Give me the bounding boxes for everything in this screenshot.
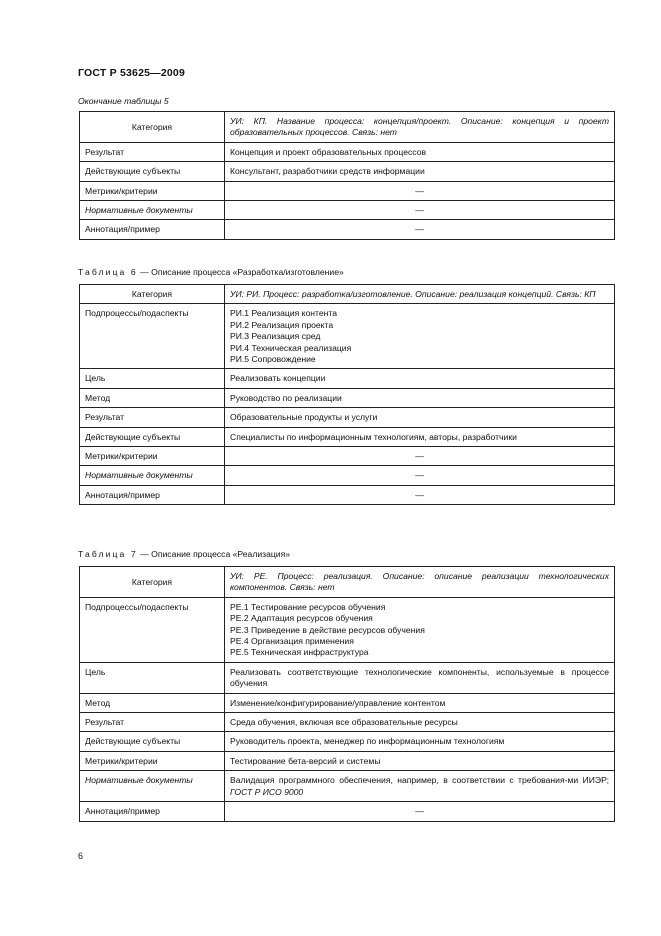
table-cell-value: Руководитель проекта, менеджер по информационным технологиям — [225, 732, 615, 751]
table-cell-key: Подпроцессы/подаспекты — [80, 597, 225, 662]
table-cell-value: Реализовать концепции — [225, 369, 615, 388]
table-cell-key: Результат — [80, 713, 225, 732]
table-row — [80, 388, 615, 407]
table7-caption-label: Таблица 7 — [78, 549, 138, 559]
table-row — [80, 447, 615, 466]
page-number: 6 — [78, 851, 84, 861]
table-cell-key: Цель — [80, 369, 225, 388]
table-row — [80, 427, 615, 446]
table-cell-key: Действующие субъекты — [80, 162, 225, 181]
list-item: РИ.5 Сопровождение — [230, 354, 316, 365]
table-cell-key: Цель — [80, 662, 225, 693]
table-cell-key: Метрики/критерии — [80, 181, 225, 200]
table-cell-key: Результат — [80, 408, 225, 427]
table-cell-value: — — [225, 447, 615, 466]
table-row — [80, 369, 615, 388]
table-row — [80, 466, 615, 485]
table-cell-value: Реализовать соответствующие технологические компоненты, используемые в процессе обучения — [225, 662, 615, 693]
table-cell-key: Нормативные документы — [80, 771, 225, 802]
table-cell-key: Метрики/критерии — [80, 447, 225, 466]
table-cell-value: — — [225, 220, 615, 239]
table-cell-key: Действующие субъекты — [80, 732, 225, 751]
table6-caption-text: — Описание процесса «Разработка/изготовление» — [137, 267, 344, 277]
table-cell-key: Аннотация/пример — [80, 485, 225, 504]
table-row — [80, 304, 615, 369]
table-row — [80, 771, 615, 802]
table-cell-value: — — [225, 802, 615, 821]
list-item: РИ.4 Техническая реализация — [230, 342, 352, 353]
table6-caption-label: Таблица 6 — [78, 267, 138, 277]
table-cell-key: Метод — [80, 693, 225, 712]
table-cell-value: УИ: КП. Название процесса: концепция/проект. Описание: концепция и проект образовательных процессов. Связь: нет — [225, 112, 615, 143]
table-cell-value: Изменение/конфигурирование/управление контентом — [225, 693, 615, 712]
table-row — [80, 567, 615, 598]
table-row — [80, 802, 615, 821]
normative-text: Валидация программного обеспечения, например, в соответствии с требования-ми ИИЭР; — [230, 775, 609, 786]
table-row — [80, 408, 615, 427]
table-cell-key: Результат — [80, 142, 225, 161]
table-cell-value: — — [225, 201, 615, 220]
table-row — [80, 732, 615, 751]
table-cell-value: Руководство по реализации — [225, 388, 615, 407]
table-cell-value: Консультант, разработчики средств информации — [225, 162, 615, 181]
table-row — [80, 181, 615, 200]
table7 — [79, 566, 615, 822]
table-cell-key: Метрики/критерии — [80, 751, 225, 770]
table-cell-key: Аннотация/пример — [80, 802, 225, 821]
table-row — [80, 201, 615, 220]
table-row — [80, 693, 615, 712]
table5 — [79, 111, 615, 240]
table-cell-key: Аннотация/пример — [80, 220, 225, 239]
table-cell-value: Образовательные продукты и услуги — [225, 408, 615, 427]
table-row — [80, 751, 615, 770]
table-row — [80, 597, 615, 662]
table5-caption: Окончание таблицы 5 — [78, 96, 169, 106]
table-cell-value: Тестирование бета-версий и системы — [225, 751, 615, 770]
list-item: РЕ.5 Техническая инфраструктура — [230, 647, 369, 658]
table-cell-value: Среда обучения, включая все образовательные ресурсы — [225, 713, 615, 732]
table-cell-key: Нормативные документы — [80, 201, 225, 220]
table7-caption-text: — Описание процесса «Реализация» — [137, 549, 291, 559]
list-item: РЕ.3 Приведение в действие ресурсов обучения — [230, 624, 425, 635]
table-cell-value: — — [225, 466, 615, 485]
table-row — [80, 713, 615, 732]
table-cell-key: Категория — [80, 567, 225, 598]
list-item: РЕ.4 Организация применения — [230, 636, 354, 647]
table-row — [80, 285, 615, 304]
normative-standard-ref: ГОСТ Р ИСО 9000 — [230, 786, 304, 797]
table7-caption — [78, 549, 290, 559]
list-item: РЕ.1 Тестирование ресурсов обучения — [230, 601, 386, 612]
table-cell-key: Категория — [80, 285, 225, 304]
list-item: РЕ.2 Адаптация ресурсов обучения — [230, 613, 373, 624]
table-row — [80, 485, 615, 504]
table-cell-key: Метод — [80, 388, 225, 407]
table-cell-value — [225, 304, 615, 369]
table-cell-value: Специалисты по информационным технологиям, авторы, разработчики — [225, 427, 615, 446]
table-row — [80, 142, 615, 161]
table6 — [79, 284, 615, 505]
table-row — [80, 112, 615, 143]
table-cell-key: Подпроцессы/подаспекты — [80, 304, 225, 369]
table-cell-value: УИ: РЕ. Процесс: реализация. Описание: описание реализации технологических компонентов. Связь: нет — [225, 567, 615, 598]
table-row — [80, 220, 615, 239]
list-item: РИ.2 Реализация проекта — [230, 319, 334, 330]
table-cell-key: Нормативные документы — [80, 466, 225, 485]
table-row — [80, 662, 615, 693]
table6-caption — [78, 267, 344, 277]
document-standard-title: ГОСТ Р 53625—2009 — [78, 67, 186, 79]
table-row — [80, 162, 615, 181]
table-cell-value: — — [225, 181, 615, 200]
list-item: РИ.3 Реализация сред — [230, 331, 321, 342]
list-item: РИ.1 Реализация контента — [230, 308, 338, 319]
table-cell-key: Действующие субъекты — [80, 427, 225, 446]
table-cell-value: УИ: РИ. Процесс: разработка/изготовление. Описание: реализация концепций. Связь: КП — [225, 285, 615, 304]
table-cell-key: Категория — [80, 112, 225, 143]
table-cell-value — [225, 597, 615, 662]
table-cell-value: Концепция и проект образовательных процессов — [225, 142, 615, 161]
table-cell-value: — — [225, 485, 615, 504]
table-cell-value — [225, 771, 615, 802]
